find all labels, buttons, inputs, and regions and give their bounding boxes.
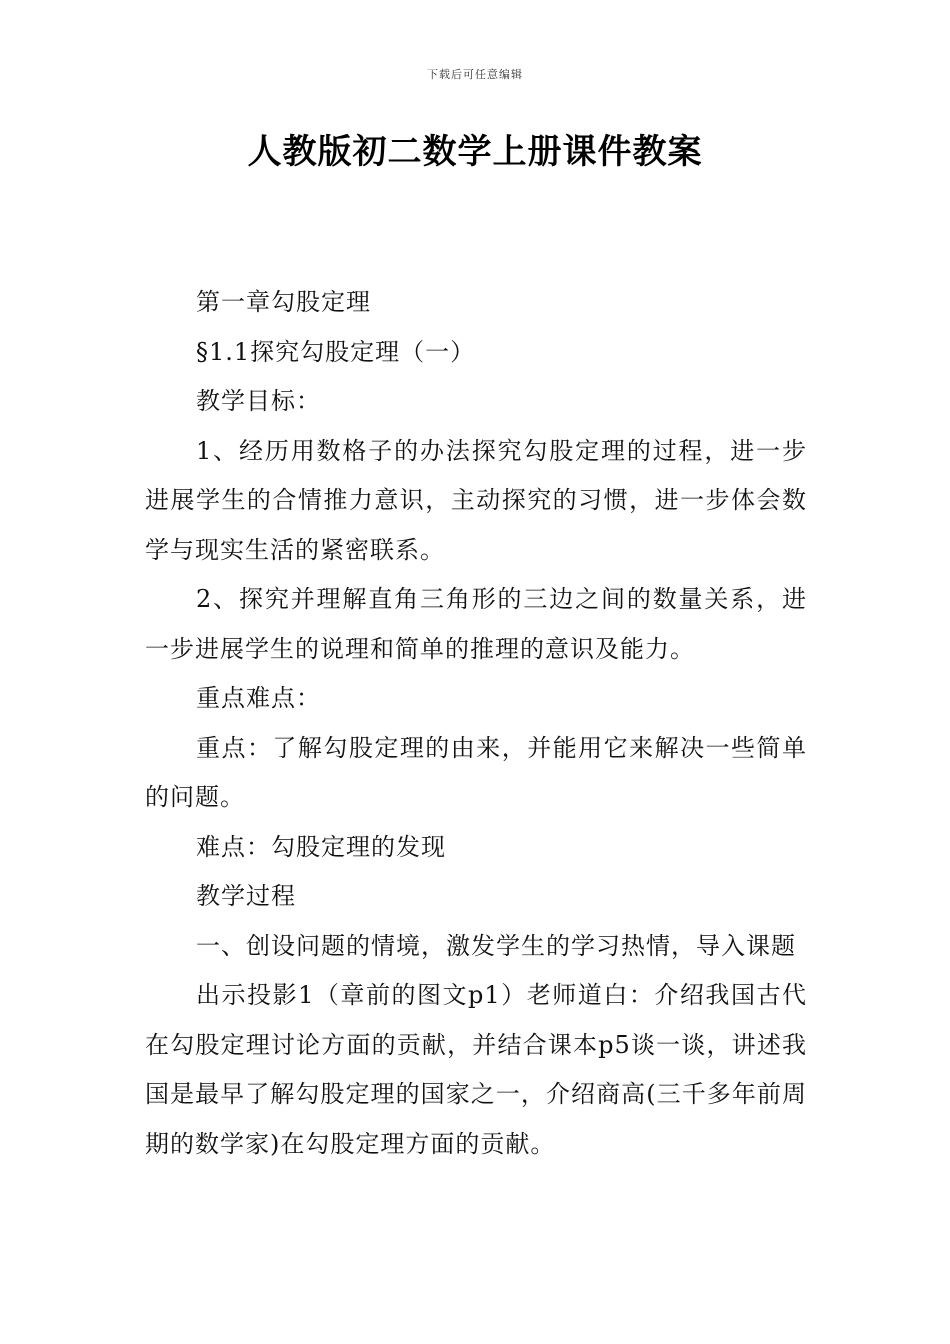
section-heading: §1.1探究勾股定理（一） bbox=[196, 337, 476, 366]
objectives-heading: 教学目标： bbox=[196, 387, 321, 415]
key-points-heading: 重点难点： bbox=[196, 684, 321, 712]
objective-2: 2、探究并理解直角三角形的三边之间的数量关系，进一步进展学生的说理和简单的推理的意识及能力。 bbox=[145, 585, 807, 663]
key-point: 重点：了解勾股定理的由来，并能用它来解决一些简单的问题。 bbox=[145, 733, 807, 811]
document-title: 人教版初二数学上册课件教案 bbox=[247, 132, 703, 172]
objective-1: 1、经历用数格子的办法探究勾股定理的过程，进一步进展学生的合情推力意识，主动探究的习惯，进一步体会数学与现实生活的紧密联系。 bbox=[145, 436, 807, 564]
document-body bbox=[145, 278, 807, 1169]
process-heading: 教学过程 bbox=[196, 882, 296, 910]
difficulty: 难点：勾股定理的发现 bbox=[196, 832, 446, 861]
step-1-heading: 一、创设问题的情境，激发学生的学习热情，导入课题 bbox=[196, 931, 796, 960]
chapter-heading: 第一章勾股定理 bbox=[196, 288, 371, 316]
page-header-note: 下载后可任意编辑 bbox=[427, 68, 523, 81]
step-1-content: 出示投影1（章前的图文p1）老师道白：介绍我国古代在勾股定理讨论方面的贡献，并结合课本p5谈一谈，讲述我国是最早了解勾股定理的国家之一，介绍商高(三千多年前周期的数学家)在勾股定理方面的贡献。 bbox=[145, 981, 807, 1158]
